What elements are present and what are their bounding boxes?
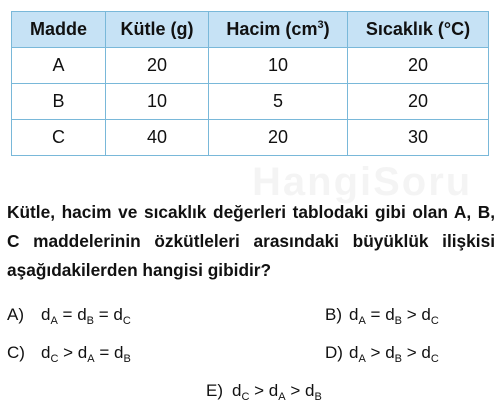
density-symbol: d (421, 343, 431, 362)
table-cell: 10 (106, 84, 209, 120)
subscript: C (241, 391, 250, 403)
table-cell: A (12, 48, 106, 84)
operator: > (365, 343, 386, 362)
density-symbol: d (268, 381, 279, 400)
header-madde: Madde (12, 12, 106, 48)
operator: > (249, 381, 269, 400)
option-letter: A) (7, 305, 24, 324)
table-cell: 20 (106, 48, 209, 84)
density-symbol: d (349, 305, 359, 324)
subscript: A (358, 315, 366, 327)
option-e[interactable] (206, 381, 322, 403)
density-symbol: d (41, 343, 51, 362)
option-d[interactable] (325, 343, 439, 365)
subscript: B (314, 391, 322, 403)
table-cell: C (12, 120, 106, 156)
density-symbol: d (421, 305, 431, 324)
option-letter: B) (325, 305, 342, 324)
density-symbol: d (385, 305, 395, 324)
header-hacim-exponent: 3 (317, 19, 324, 31)
subscript: B (123, 353, 131, 365)
table-header-row (12, 12, 489, 48)
header-hacim-close: ) (323, 19, 330, 39)
subscript: B (394, 353, 402, 365)
density-symbol: d (232, 381, 242, 400)
question-text: Kütle, hacim ve sıcaklık değerleri tablodaki gibi olan A, B, C maddelerinin özkütleleri arasındaki büyüklük ilişkisi aşağıdakilerden hangisi gibidir? (7, 202, 495, 280)
table-row (12, 48, 489, 84)
table-row (12, 120, 489, 156)
table-cell: 30 (348, 120, 489, 156)
density-symbol: d (41, 305, 51, 324)
operator: = (94, 343, 114, 362)
table-cell: 20 (209, 120, 348, 156)
header-hacim-label: Hacim (cm (226, 19, 318, 39)
operator: = (57, 305, 78, 324)
subscript: C (50, 353, 59, 365)
density-symbol: d (349, 343, 359, 362)
operator: > (58, 343, 78, 362)
operator: = (365, 305, 386, 324)
subscript: B (394, 315, 402, 327)
data-table (11, 11, 489, 156)
subscript: A (358, 353, 366, 365)
operator: > (402, 305, 422, 324)
density-symbol: d (304, 381, 315, 400)
table-cell: 10 (209, 48, 348, 84)
density-symbol: d (77, 343, 88, 362)
option-letter: C) (7, 343, 25, 362)
subscript: A (50, 315, 58, 327)
operator: > (285, 381, 305, 400)
option-letter: E) (206, 381, 223, 400)
density-symbol: d (77, 305, 87, 324)
operator: > (402, 343, 422, 362)
header-hacim (209, 12, 348, 48)
operator: = (94, 305, 114, 324)
header-sicaklik: Sıcaklık (°C) (348, 12, 489, 48)
density-symbol: d (385, 343, 395, 362)
option-c[interactable] (7, 343, 131, 365)
table-cell: B (12, 84, 106, 120)
option-a[interactable] (7, 305, 131, 327)
subscript: A (87, 353, 95, 365)
table-cell: 20 (348, 48, 489, 84)
subscript: C (122, 315, 131, 327)
header-kutle: Kütle (g) (106, 12, 209, 48)
subscript: C (430, 315, 439, 327)
subscript: C (430, 353, 439, 365)
subscript: A (278, 391, 286, 403)
density-symbol: d (113, 343, 124, 362)
table-cell: 5 (209, 84, 348, 120)
subscript: B (86, 315, 94, 327)
density-symbol: d (113, 305, 123, 324)
table-cell: 40 (106, 120, 209, 156)
option-b[interactable] (325, 305, 439, 327)
table-row (12, 84, 489, 120)
option-letter: D) (325, 343, 343, 362)
table-cell: 20 (348, 84, 489, 120)
